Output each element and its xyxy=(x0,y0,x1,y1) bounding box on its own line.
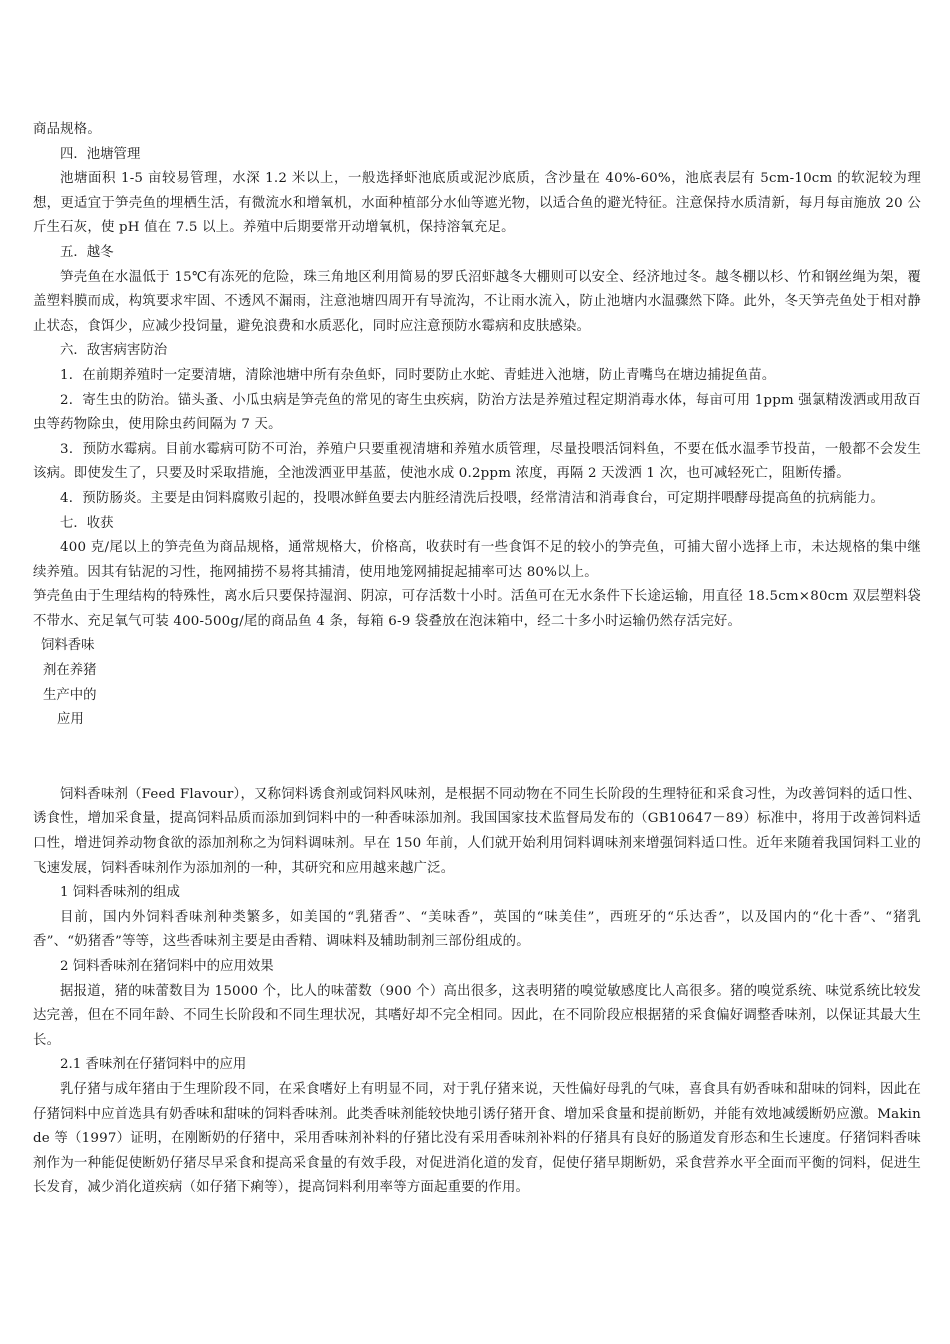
paragraph-pond-management: 池塘面积 1-5 亩较易管理，水深 1.2 米以上，一般选择虾池底质或泥沙底质，含沙量在 40%-60%，池底表层有 5cm-10cm 的软泥较为理想，更适宜于笋壳鱼的埋栖生活，有微流水和增氧机，水面种植部分水仙等遮光物，以适合鱼的避光特征。注意保持水质清新，每月每亩施放 20 公斤生石灰，使 pH 值在 7.5 以上。养殖中后期要常开动增氧机，保持溶氧充足。 xyxy=(33,171,921,236)
article-title-line: 生产中的 xyxy=(43,687,97,703)
paragraph-disease-2: 2．寄生虫的防治。锚头蚤、小瓜虫病是笋壳鱼的常见的寄生虫疾病，防治方法是养殖过程定期消毒水体，每亩可用 1ppm 强氯精泼洒或用敌百虫等药物除虫，使用除虫药间隔为 7 天。 xyxy=(33,392,921,433)
paragraph-disease-4: 4．预防肠炎。主要是由饲料腐败引起的，投喂冰鲜鱼要去内脏经清洗后投喂，经常清洁和消毒食台，可定期拌喂酵母提高鱼的抗病能力。 xyxy=(60,490,885,506)
article-title-line: 应用 xyxy=(57,712,84,728)
paragraph-continuation: 商品规格。 xyxy=(33,122,101,137)
heading-pond-management: 四．池塘管理 xyxy=(60,146,141,162)
paragraph-harvest-1: 400 克/尾以上的笋壳鱼为商品规格，通常规格大，价格高，收获时有一些食饵不足的较小的笋壳鱼，可捕大留小选择上市，未达规格的集中继续养殖。因其有钻泥的习性，拖网捕捞不易将其捕清，使用地笼网捕捉起捕率可达 80%以上。 xyxy=(33,540,921,580)
paragraph-application-effect: 据报道，猪的味蕾数目为 15000 个，比人的味蕾数（900 个）高出很多，这表明猪的嗅觉敏感度比人高很多。猪的嗅觉系统、味觉系统比较发达完善，但在不同年龄、不同生长阶段和不同生理状况，其嗜好却不完全相同。因此，在不同阶段应根据猪的采食偏好调整香味剂，以保证其最大生长。 xyxy=(33,983,921,1048)
article-title-line: 饲料香味 xyxy=(41,638,95,654)
heading-piglet-application: 2.1 香味剂在仔猪饲料中的应用 xyxy=(60,1057,247,1073)
heading-composition: 1 饲料香味剂的组成 xyxy=(60,885,180,901)
paragraph-overwintering: 笋壳鱼在水温低于 15℃有冻死的危险，珠三角地区利用简易的罗氏沼虾越冬大棚则可以安全、经济地过冬。越冬棚以杉、竹和钢丝绳为架，覆盖塑料膜而成，构筑要求牢固、不透风不漏雨，注意池塘四周开有导流沟，不让雨水流入，防止池塘内水温骤然下降。此外，冬天笋壳鱼处于相对静止状态，食饵少，应减少投饲量，避免浪费和水质恶化，同时应注意预防水霉病和皮肤感染。 xyxy=(33,269,921,334)
paragraph-piglet-application: 乳仔猪与成年猪由于生理阶段不同，在采食嗜好上有明显不同，对于乳仔猪来说，天性偏好母乳的气味，喜食具有奶香味和甜味的饲料，因此在仔猪饲料中应首选具有奶香味和甜味的饲料香味剂。此类香味剂能较快地引诱仔猪开食、增加采食量和提前断奶，并能有效地减缓断奶应激。Makinde 等（1997）证明，在刚断奶的仔猪中，采用香味剂补料的仔猪比没有采用香味剂补料的仔猪具有良好的肠道发育形态和生长速度。仔猪饲料香味剂作为一种能促使断奶仔猪尽早采食和提高采食量的有效手段，对促进消化道的发育，促使仔猪早期断奶，采食营养水平全面而平衡的饲料，促进生长发育，减少消化道疾病（如仔猪下痢等），提高饲料利用率等方面起重要的作用。 xyxy=(33,1081,921,1196)
paragraph-composition: 目前，国内外饲料香味剂种类繁多，如美国的“乳猪香”、“美味香”，英国的“味美佳”，西班牙的“乐达香”，以及国内的“化十香”、“猪乳香”、“奶猪香”等等，这些香味剂主要是由香精、调味料及辅助制剂三部份组成的。 xyxy=(33,909,921,950)
heading-overwintering: 五．越冬 xyxy=(60,244,114,260)
paragraph-intro: 饲料香味剂（Feed Flavour），又称饲料诱食剂或饲料风味剂，是根据不同动物在不同生长阶段的生理特征和采食习性，为改善饲料的适口性、诱食性，增加采食量，提高饲料品质而添加到饲料中的一种香味添加剂。我国国家技术监督局发布的（GB10647－89）标准中，将用于改善饲料适口性，增进饲养动物食欲的添加剂称之为饲料调味剂。早在 150 年前，人们就开始利用饲料调味剂来增强饲料适口性。近年来随着我国饲料工业的飞速发展，饲料香味剂作为添加剂的一种，其研究和应用越来越广泛。 xyxy=(33,786,921,876)
article-title-line: 剂在养猪 xyxy=(43,663,97,679)
heading-disease-control: 六．敌害病害防治 xyxy=(60,343,168,359)
article-title xyxy=(33,634,921,732)
heading-harvest: 七．收获 xyxy=(60,515,114,531)
document-page xyxy=(33,118,921,1201)
paragraph-harvest-2: 笋壳鱼由于生理结构的特殊性，离水后只要保持湿润、阴凉，可存活数十小时。活鱼可在无水条件下长途运输，用直径 18.5cm×80cm 双层塑料袋不带水、充足氧气可装 400-500g/尾的商品鱼 4 条，每箱 6-9 袋叠放在泡沫箱中，经二十多小时运输仍然存活完好。 xyxy=(33,589,921,629)
paragraph-disease-3: 3．预防水霉病。目前水霉病可防不可治，养殖户只要重视清塘和养殖水质管理，尽量投喂活饲料鱼，不要在低水温季节投苗，一般都不会发生该病。即使发生了，只要及时采取措施，全池泼洒亚甲基蓝，使池水成 0.2ppm 浓度，再隔 2 天泼洒 1 次，也可减轻死亡，阻断传播。 xyxy=(33,441,921,482)
heading-application-effect: 2 饲料香味剂在猪饲料中的应用效果 xyxy=(60,959,274,974)
paragraph-disease-1: 1．在前期养殖时一定要清塘，清除池塘中所有杂鱼虾，同时要防止水蛇、青蛙进入池塘，防止青嘴鸟在塘边捕捉鱼苗。 xyxy=(60,367,776,383)
